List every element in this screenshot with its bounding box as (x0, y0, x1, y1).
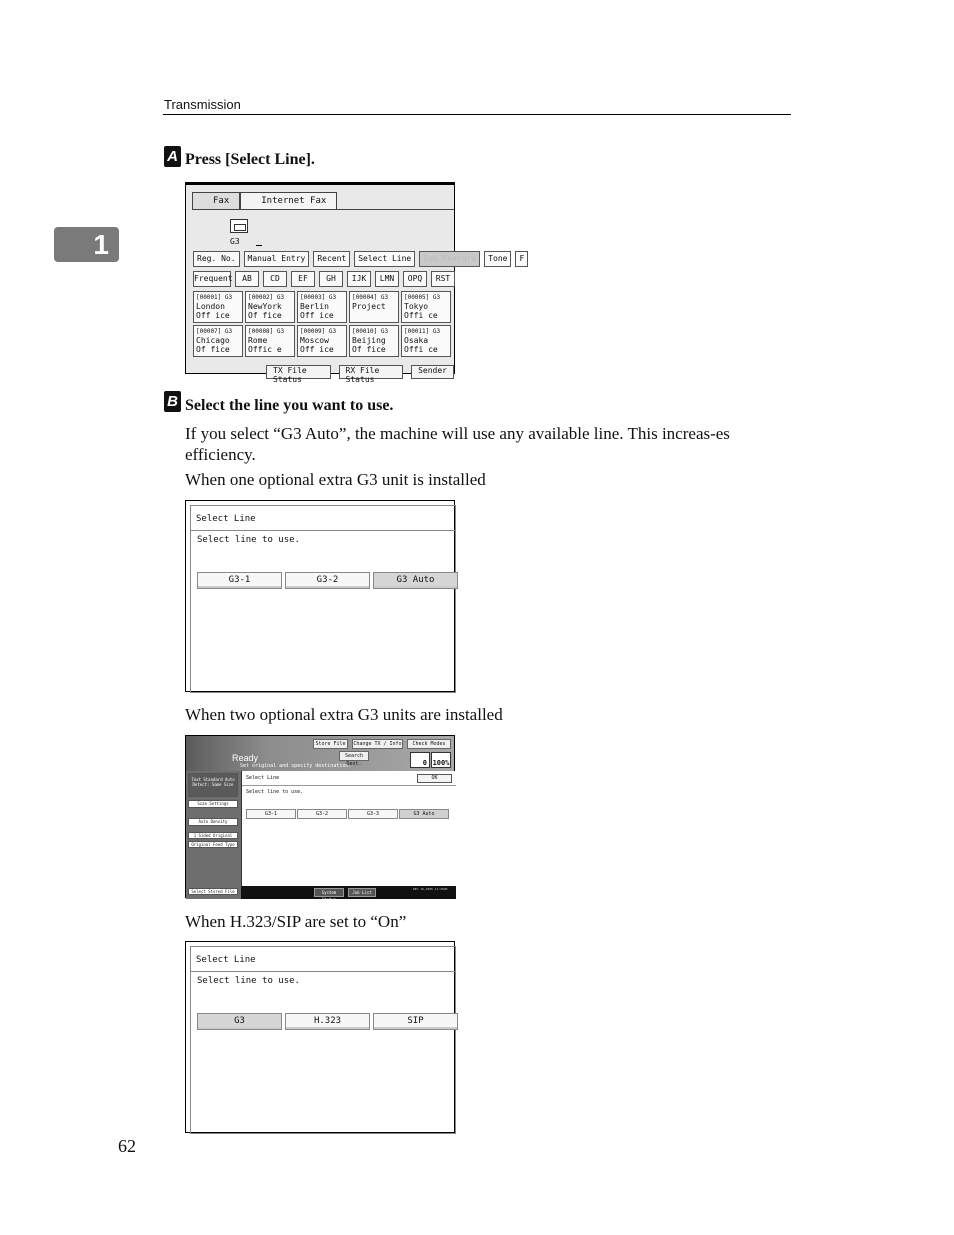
original-feed-button[interactable]: Original Feed Type (188, 841, 238, 848)
line-g3-2-button[interactable]: G3-2 (285, 572, 370, 589)
tx-file-status-button[interactable]: TX File Status (266, 365, 331, 379)
destination-key[interactable] (193, 325, 243, 357)
destination-key[interactable] (193, 291, 243, 323)
scan-mode-display: Text Standard Auto Detect: Same Size (188, 773, 238, 797)
destination-key[interactable] (245, 325, 295, 357)
index-tab-opq[interactable]: OPQ (403, 271, 427, 287)
originals-counter: 0 (410, 752, 430, 768)
manual-entry-button[interactable]: Manual Entry (244, 251, 310, 267)
select-stored-file-button[interactable]: Select Stored File (188, 888, 238, 895)
step-1-number: A (164, 146, 181, 167)
line-sip-button[interactable]: SIP (373, 1013, 458, 1030)
memory-indicator: 100% (431, 752, 451, 768)
line-g3-2-button[interactable]: G3-2 (297, 809, 347, 819)
destination-name: Rome Offic e (248, 336, 282, 354)
destination-code: [00007] G3 (196, 328, 233, 335)
dialog-frame (190, 505, 456, 693)
index-tab-frequent[interactable]: Frequent (193, 271, 231, 287)
step-2-title: Select the line you want to use. (185, 397, 394, 414)
sided-original-button[interactable]: 1 Sided Original (188, 832, 238, 839)
destination-key[interactable] (401, 325, 451, 357)
change-tx-info-button[interactable]: Change TX / Info (353, 741, 402, 747)
footer-bar (241, 886, 456, 902)
step-2-number: B (164, 391, 181, 412)
destination-code: [00002] G3 (248, 294, 285, 301)
destination-cursor (256, 245, 262, 246)
destination-name: Berlin Off ice (300, 302, 334, 320)
running-header: Transmission (164, 97, 241, 112)
select-line-screenshot-h323-sip (185, 941, 455, 1133)
destination-name: Project (352, 302, 386, 311)
destination-name: Osaka Offi ce (404, 336, 438, 354)
line-g3-1-button[interactable]: G3-1 (246, 809, 296, 819)
panel-divider (242, 785, 456, 786)
index-tab-ab[interactable]: AB (235, 271, 259, 287)
system-status-button[interactable]: System Status (314, 888, 344, 897)
destination-key[interactable] (349, 325, 399, 357)
status-message: Set original and specify destination. (240, 763, 352, 769)
line-g3-auto-button[interactable]: G3 Auto (399, 809, 449, 819)
line-g3-1-button[interactable]: G3-1 (197, 572, 282, 589)
index-tab-ijk[interactable]: IJK (347, 271, 371, 287)
reg-no-button[interactable]: Reg. No. (193, 251, 240, 267)
line-g3-3-button[interactable]: G3-3 (348, 809, 398, 819)
line-label: G3 (230, 237, 240, 246)
panel-prompt: Select line to use. (246, 789, 304, 795)
destination-code: [00009] G3 (300, 328, 337, 335)
settings-sidebar (186, 771, 241, 899)
job-list-button[interactable]: Job List (348, 888, 376, 897)
index-tab-gh[interactable]: GH (319, 271, 343, 287)
panel-title: Select Line (246, 775, 280, 781)
sub-feature-button[interactable]: Sub Feature (419, 251, 480, 267)
dialog-prompt: Select line to use. (197, 976, 300, 986)
destination-code: [00003] G3 (300, 294, 337, 301)
tab-divider (192, 209, 454, 210)
search-dest-button[interactable]: Search Dest. (339, 751, 369, 761)
dialog-prompt: Select line to use. (197, 535, 300, 545)
select-line-button[interactable]: Select Line (354, 251, 415, 267)
header-rule (163, 114, 791, 115)
destination-code: [00005] G3 (404, 294, 441, 301)
destination-code: [00010] G3 (352, 328, 389, 335)
destination-name: London Off ice (196, 302, 230, 320)
destination-name: Moscow Off ice (300, 336, 334, 354)
recent-button[interactable]: Recent (313, 251, 350, 267)
select-line-panel (241, 771, 456, 886)
destination-name: NewYork Of fice (248, 302, 282, 320)
tab-internet-fax[interactable]: Internet Fax (240, 192, 337, 210)
page-number: 62 (118, 1136, 136, 1156)
destination-code: [00001] G3 (196, 294, 233, 301)
destination-name: Beijing Of fice (352, 336, 386, 354)
destination-code: [00004] G3 (352, 294, 389, 301)
step-1-title: Press [Select Line]. (185, 151, 315, 168)
cut-off-button[interactable]: F (515, 251, 528, 267)
step-2-description: If you select “G3 Auto”, the machine will use any available line. This increas-es efficiency. (185, 424, 730, 464)
store-file-button[interactable]: Store File (313, 739, 348, 749)
clock-display: DEC 16,2005 11:26AM (413, 887, 448, 891)
destination-key[interactable] (349, 291, 399, 323)
tone-button[interactable]: Tone (484, 251, 511, 267)
destination-name: Chicago Of fice (196, 336, 230, 354)
destination-code: [00011] G3 (404, 328, 441, 335)
dialog-title: Select Line (190, 505, 456, 531)
caption-one-g3: When one optional extra G3 unit is installed (185, 470, 486, 489)
ok-button[interactable]: OK (417, 774, 452, 783)
destination-key[interactable] (297, 325, 347, 357)
index-tab-ef[interactable]: EF (291, 271, 315, 287)
destination-code: [00008] G3 (248, 328, 285, 335)
index-tab-rst[interactable]: RST (431, 271, 455, 287)
caption-two-g3: When two optional extra G3 units are installed (185, 705, 503, 724)
fax-machine-icon (230, 219, 248, 233)
select-line-screenshot-two-g3 (185, 735, 455, 902)
tab-fax[interactable]: Fax (192, 192, 240, 210)
line-g3-auto-button[interactable]: G3 Auto (373, 572, 458, 589)
chapter-tab: 1 (54, 227, 119, 262)
status-ready: Ready (232, 753, 259, 763)
rx-file-status-button[interactable]: RX File Status (339, 365, 404, 379)
index-tab-lmn[interactable]: LMN (375, 271, 399, 287)
sender-button[interactable]: Sender (411, 365, 454, 379)
destination-key[interactable] (297, 291, 347, 323)
caption-h323-sip: When H.323/SIP are set to “On” (185, 912, 407, 931)
destination-name: Tokyo Offi ce (404, 302, 438, 320)
dialog-title: Select Line (190, 946, 456, 972)
scan-settings-button[interactable]: Scan Settings (188, 800, 238, 808)
line-g3-button[interactable]: G3 (197, 1013, 282, 1030)
destination-key[interactable] (245, 291, 295, 323)
dialog-frame (190, 946, 456, 1134)
select-line-screenshot-one-g3 (185, 500, 455, 692)
line-h323-button[interactable]: H.323 (285, 1013, 370, 1030)
destination-key[interactable] (401, 291, 451, 323)
auto-density-button[interactable]: Auto Density (188, 818, 238, 826)
index-tab-cd[interactable]: CD (263, 271, 287, 287)
fax-main-screenshot (185, 182, 525, 384)
check-modes-button[interactable]: Check Modes (407, 739, 451, 749)
